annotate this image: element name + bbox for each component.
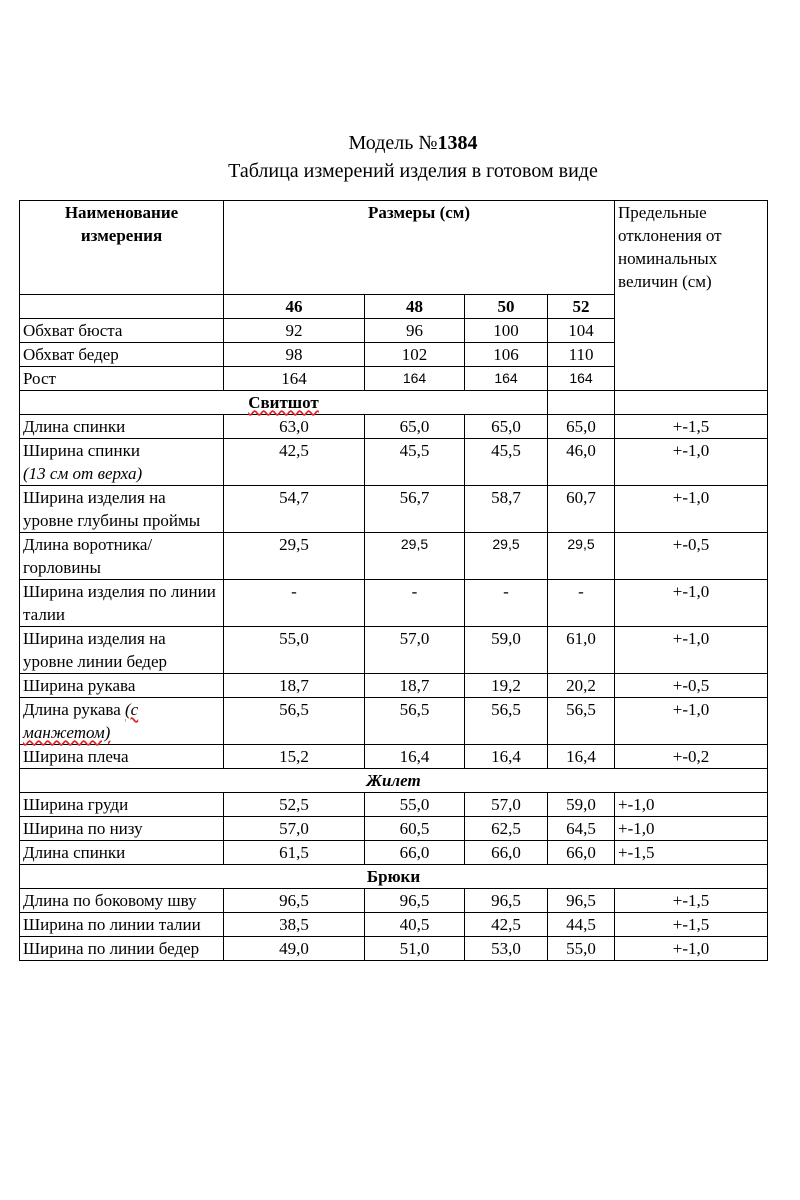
cell: -: [465, 580, 548, 627]
cell: 19,2: [465, 674, 548, 698]
cell: 16,4: [465, 745, 548, 769]
cell: 38,5: [224, 913, 365, 937]
deviation-cell: +-1,0: [615, 937, 768, 961]
cell: 55,0: [365, 793, 465, 817]
table-row: [20, 580, 768, 627]
table-row: [20, 627, 768, 674]
cell: 98: [224, 343, 365, 367]
cell: 59,0: [465, 627, 548, 674]
table-row: [20, 793, 768, 817]
cell: 66,0: [548, 841, 615, 865]
cell: 58,7: [465, 486, 548, 533]
row-name: [20, 698, 224, 745]
cell: 45,5: [465, 439, 548, 486]
cell: 92: [224, 319, 365, 343]
header-name: Наименование измерения: [20, 201, 224, 295]
table-row: [20, 439, 768, 486]
row-note: (с манжетом): [23, 700, 139, 742]
cell: 96,5: [224, 889, 365, 913]
cell: 44,5: [548, 913, 615, 937]
cell: 56,5: [465, 698, 548, 745]
table-row: [20, 817, 768, 841]
cell: 18,7: [365, 674, 465, 698]
table-row: [20, 533, 768, 580]
cell: 16,4: [548, 745, 615, 769]
table-row: [20, 841, 768, 865]
deviation-cell: +-0,5: [615, 533, 768, 580]
section-label: Жилет: [366, 771, 421, 790]
model-number: 1384: [437, 132, 478, 154]
table-row: [20, 745, 768, 769]
cell: 96,5: [465, 889, 548, 913]
cell: 56,5: [365, 698, 465, 745]
cell: 55,0: [224, 627, 365, 674]
cell: 104: [548, 319, 615, 343]
deviation-cell: +-1,5: [615, 913, 768, 937]
cell: 65,0: [365, 415, 465, 439]
table-row: [20, 937, 768, 961]
cell: 60,7: [548, 486, 615, 533]
cell: 56,7: [365, 486, 465, 533]
cell: 42,5: [465, 913, 548, 937]
cell: 15,2: [224, 745, 365, 769]
row-name: Ширина по линии бедер: [20, 937, 224, 961]
deviation-cell: +-1,5: [615, 841, 768, 865]
page-subtitle: Таблица измерений изделия в готовом виде: [228, 160, 598, 182]
deviation-cell: +-1,0: [615, 580, 768, 627]
cell: 110: [548, 343, 615, 367]
cell: 29,5: [365, 533, 465, 580]
row-name: Обхват бедер: [20, 343, 224, 367]
cell: 56,5: [548, 698, 615, 745]
cell: 65,0: [465, 415, 548, 439]
cell: 56,5: [224, 698, 365, 745]
cell: 29,5: [224, 533, 365, 580]
deviation-cell: +-1,0: [615, 698, 768, 745]
cell: 106: [465, 343, 548, 367]
cell: -: [224, 580, 365, 627]
section-title: [20, 391, 548, 415]
cell: 29,5: [548, 533, 615, 580]
table-row: [20, 415, 768, 439]
table-row: [20, 913, 768, 937]
cell: 57,0: [224, 817, 365, 841]
row-name: [20, 439, 224, 486]
cell: 20,2: [548, 674, 615, 698]
deviation-cell: +-1,0: [615, 439, 768, 486]
cell: 65,0: [548, 415, 615, 439]
cell: 66,0: [365, 841, 465, 865]
cell: 61,0: [548, 627, 615, 674]
cell: 102: [365, 343, 465, 367]
blank-cell: [615, 391, 768, 415]
cell: 61,5: [224, 841, 365, 865]
size-50: 50: [465, 295, 548, 319]
size-52: 52: [548, 295, 615, 319]
row-name: Ширина изделия по линии талии: [20, 580, 224, 627]
cell: 96: [365, 319, 465, 343]
deviation-cell: +-1,0: [615, 793, 768, 817]
cell: 64,5: [548, 817, 615, 841]
table-row: [20, 698, 768, 745]
cell: 29,5: [465, 533, 548, 580]
cell: 66,0: [465, 841, 548, 865]
cell: 164: [548, 367, 615, 391]
row-name: Ширина груди: [20, 793, 224, 817]
cell: 164: [465, 367, 548, 391]
table-row: [20, 486, 768, 533]
deviation-cell: +-1,0: [615, 817, 768, 841]
header-deviation: Предельные отклонения от номинальных величин (см): [615, 201, 768, 391]
section-title: Брюки: [20, 865, 768, 889]
section-row-trousers: [20, 865, 768, 889]
measurements-table: [19, 200, 768, 961]
cell: 62,5: [465, 817, 548, 841]
cell: -: [365, 580, 465, 627]
cell: 49,0: [224, 937, 365, 961]
cell: 42,5: [224, 439, 365, 486]
row-name: Рост: [20, 367, 224, 391]
table-row: [20, 889, 768, 913]
row-name: Ширина изделия на уровне линии бедер: [20, 627, 224, 674]
cell: 164: [365, 367, 465, 391]
row-label: Длина рукава: [23, 700, 125, 719]
row-name: Длина спинки: [20, 841, 224, 865]
row-name: Ширина по линии талии: [20, 913, 224, 937]
cell: 57,0: [465, 793, 548, 817]
cell: 46,0: [548, 439, 615, 486]
cell: 96,5: [548, 889, 615, 913]
cell: 59,0: [548, 793, 615, 817]
row-name: Обхват бюста: [20, 319, 224, 343]
cell: 45,5: [365, 439, 465, 486]
size-46: 46: [224, 295, 365, 319]
section-title: [20, 769, 768, 793]
deviation-cell: +-1,5: [615, 889, 768, 913]
cell: 63,0: [224, 415, 365, 439]
title-prefix: Модель №: [348, 132, 438, 154]
cell: 51,0: [365, 937, 465, 961]
row-note: (13 см от верха): [23, 464, 143, 483]
header-row: [20, 201, 768, 295]
cell: 52,5: [224, 793, 365, 817]
row-name: Ширина изделия на уровне глубины проймы: [20, 486, 224, 533]
cell: 55,0: [548, 937, 615, 961]
row-name: Длина спинки: [20, 415, 224, 439]
cell: 57,0: [365, 627, 465, 674]
page-title: [0, 132, 800, 155]
table-row: [20, 674, 768, 698]
cell: 53,0: [465, 937, 548, 961]
cell: 18,7: [224, 674, 365, 698]
deviation-cell: +-1,0: [615, 486, 768, 533]
row-name: Ширина рукава: [20, 674, 224, 698]
cell: 40,5: [365, 913, 465, 937]
blank-cell: [20, 295, 224, 319]
deviation-cell: +-1,5: [615, 415, 768, 439]
header-sizes: Размеры (см): [224, 201, 615, 295]
deviation-cell: +-0,2: [615, 745, 768, 769]
cell: -: [548, 580, 615, 627]
section-row-vest: [20, 769, 768, 793]
section-label: Свитшот: [248, 393, 319, 412]
section-row-sweatshirt: [20, 391, 768, 415]
cell: 96,5: [365, 889, 465, 913]
row-name: Длина по боковому шву: [20, 889, 224, 913]
cell: 54,7: [224, 486, 365, 533]
deviation-cell: +-1,0: [615, 627, 768, 674]
size-48: 48: [365, 295, 465, 319]
row-label: Ширина спинки: [23, 441, 140, 460]
cell: 16,4: [365, 745, 465, 769]
row-name: Ширина плеча: [20, 745, 224, 769]
row-name: Длина воротника/горловины: [20, 533, 224, 580]
cell: 100: [465, 319, 548, 343]
blank-cell: [548, 391, 615, 415]
deviation-cell: +-0,5: [615, 674, 768, 698]
cell: 164: [224, 367, 365, 391]
row-name: Ширина по низу: [20, 817, 224, 841]
cell: 60,5: [365, 817, 465, 841]
